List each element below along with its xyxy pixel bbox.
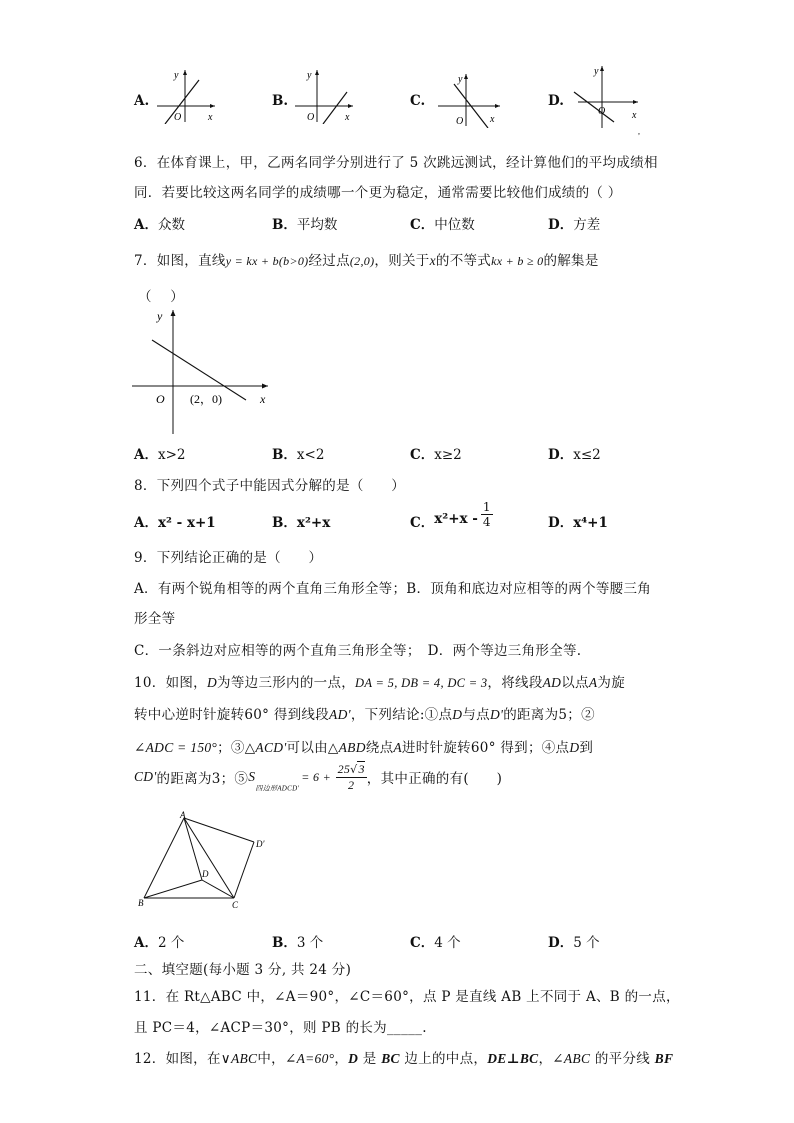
q6-stem-line1: 6．在体育课上，甲，乙两名同学分别进行了 5 次跳远测试，经计算他们的平均成绩相 bbox=[134, 155, 658, 171]
axis-y-label: y bbox=[174, 70, 179, 81]
q10-option-a[interactable]: A．2 个 bbox=[134, 935, 185, 951]
origin-label: O bbox=[456, 116, 464, 127]
origin-label: O bbox=[598, 106, 606, 117]
graph-line bbox=[165, 80, 199, 124]
option-label: D. bbox=[548, 93, 564, 109]
axis-x-label: x bbox=[490, 114, 495, 125]
option-text: 中位数 bbox=[434, 217, 475, 233]
q8-option-b[interactable]: B．x²+x bbox=[272, 515, 331, 531]
vertex-b: B bbox=[138, 898, 144, 908]
q5-option-c[interactable] bbox=[410, 93, 425, 109]
option-label: A. bbox=[134, 93, 150, 109]
q7-answer-paren: （ ） bbox=[138, 289, 184, 305]
option-label: A． bbox=[134, 217, 158, 233]
q5-option-b[interactable] bbox=[272, 93, 288, 109]
option-label: B. bbox=[272, 93, 289, 109]
q12-line1: 12．如图，在∨ABC中，∠A=60°，D 是 BC 边上的中点，DE⊥BC，∠ABC 的平分线 BF bbox=[134, 1051, 674, 1067]
q10-line3: ∠ADC = 150°；③△ACD'可以由△ABD绕点A进时针旋转60° 得到；④点D到 bbox=[134, 740, 594, 756]
option-label: B． bbox=[272, 217, 297, 233]
q7-option-d[interactable]: D．x≤2 bbox=[548, 447, 601, 463]
q8-stem: 8．下列四个式子中能因式分解的是（ ） bbox=[134, 478, 406, 494]
origin-label: O bbox=[156, 392, 165, 406]
q8-option-a[interactable]: A．x² - x+1 bbox=[134, 515, 216, 531]
axis-x-label: x bbox=[208, 112, 213, 123]
vertex-d-prime: D' bbox=[256, 839, 265, 849]
axis-x-label: x bbox=[345, 112, 350, 123]
option-text: 众数 bbox=[157, 217, 185, 233]
axis-x-label: x bbox=[632, 110, 637, 121]
q10-line1: 10．如图，D为等边三形内的一点，DA = 5, DB = 4, DC = 3，将线段AD以点A为旋 bbox=[134, 675, 625, 691]
q7-graph bbox=[130, 304, 280, 438]
fraction: $\frac{25√3}{2}$ bbox=[337, 762, 365, 792]
q5-graph-d bbox=[570, 62, 646, 136]
graph-line bbox=[323, 92, 347, 124]
option-label: D． bbox=[548, 217, 574, 233]
axis-y-label: y bbox=[458, 74, 463, 85]
q11-line2: 且 PC＝4，∠ACP＝30°，则 PB 的长为_____. bbox=[134, 1020, 427, 1036]
axis-x-label: x bbox=[260, 392, 266, 406]
q6-option-c[interactable] bbox=[410, 213, 475, 233]
graph-line bbox=[152, 340, 246, 400]
q5-graph-b bbox=[293, 66, 355, 124]
q9-line1: A．有两个锐角相等的两个直角三角形全等；B．顶角和底边对应相等的两个等腰三角 bbox=[134, 581, 652, 597]
q11-line1: 11．在 Rt△ABC 中，∠A＝90°，∠C＝60°，点 P 是直线 AB 上不同于 A、B 的一点， bbox=[134, 989, 680, 1005]
option-label: C. bbox=[410, 93, 426, 109]
q5-graph-c bbox=[436, 70, 504, 128]
q5-option-a[interactable] bbox=[134, 93, 149, 109]
option-text: 平均数 bbox=[296, 217, 338, 233]
q5-graph-a bbox=[155, 66, 217, 124]
option-label: C． bbox=[410, 217, 435, 233]
vertex-a: A bbox=[180, 810, 186, 820]
q10-line2: 转中心逆时针旋转60° 得到线段AD'，下列结论:①点D与点D'的距离为5；② bbox=[134, 707, 595, 723]
q10-figure bbox=[134, 810, 274, 910]
q6-option-b[interactable] bbox=[272, 213, 337, 233]
q6-stem-line2: 同．若要比较这两名同学的成绩哪一个更为稳定，通常需要比较他们成绩的（ ） bbox=[134, 185, 622, 201]
q7-option-c[interactable]: C．x≥2 bbox=[410, 447, 462, 463]
axis-y-label: y bbox=[307, 70, 312, 81]
q10-option-d[interactable]: D．5 个 bbox=[548, 935, 600, 951]
option-text: 方差 bbox=[573, 217, 601, 233]
q7-option-a[interactable]: A．x>2 bbox=[134, 447, 186, 463]
q6-option-a[interactable] bbox=[134, 213, 185, 233]
q10-option-c[interactable]: C．4 个 bbox=[410, 935, 461, 951]
q8-option-c[interactable]: C．x²+x - $\frac{1}{4}$ bbox=[410, 500, 491, 531]
graph-line bbox=[574, 92, 614, 122]
q9-line2: 形全等 bbox=[134, 611, 176, 627]
origin-label: O bbox=[174, 112, 182, 123]
q10-line4: CD'的距离为3；$⑤S_{四边形ADCD'}= 6$ + $\frac{25√3}{2}$ ，其中正确的有( ) bbox=[134, 762, 503, 793]
vertex-d: D bbox=[202, 869, 209, 879]
axis-y-label: y bbox=[594, 66, 599, 77]
q9-line3: C．一条斜边对应相等的两个直角三角形全等； D．两个等边三角形全等. bbox=[134, 643, 582, 659]
point-label: (2，0) bbox=[190, 392, 222, 406]
q7-stem: 7．如图，直线y = kx + b(b>0)经过点(2,0)，则关于x的不等式kx + b ≥ 0的解集是 bbox=[134, 253, 599, 269]
q8-option-d[interactable]: D．x⁴+1 bbox=[548, 515, 608, 531]
svg-text:,: , bbox=[638, 127, 640, 136]
q6-option-d[interactable] bbox=[548, 213, 600, 233]
q9-stem: 9．下列结论正确的是（ ） bbox=[134, 550, 323, 566]
q7-option-b[interactable]: B．x<2 bbox=[272, 447, 325, 463]
q5-option-d[interactable] bbox=[548, 93, 564, 109]
origin-label: O bbox=[307, 112, 315, 123]
vertex-c: C bbox=[232, 900, 239, 910]
section-heading: 二、填空题(每小题 3 分, 共 24 分) bbox=[134, 962, 352, 978]
axis-y-label: y bbox=[157, 309, 163, 323]
q10-option-b[interactable]: B．3 个 bbox=[272, 935, 324, 951]
fraction: $\frac{1}{4}$ bbox=[482, 500, 491, 529]
